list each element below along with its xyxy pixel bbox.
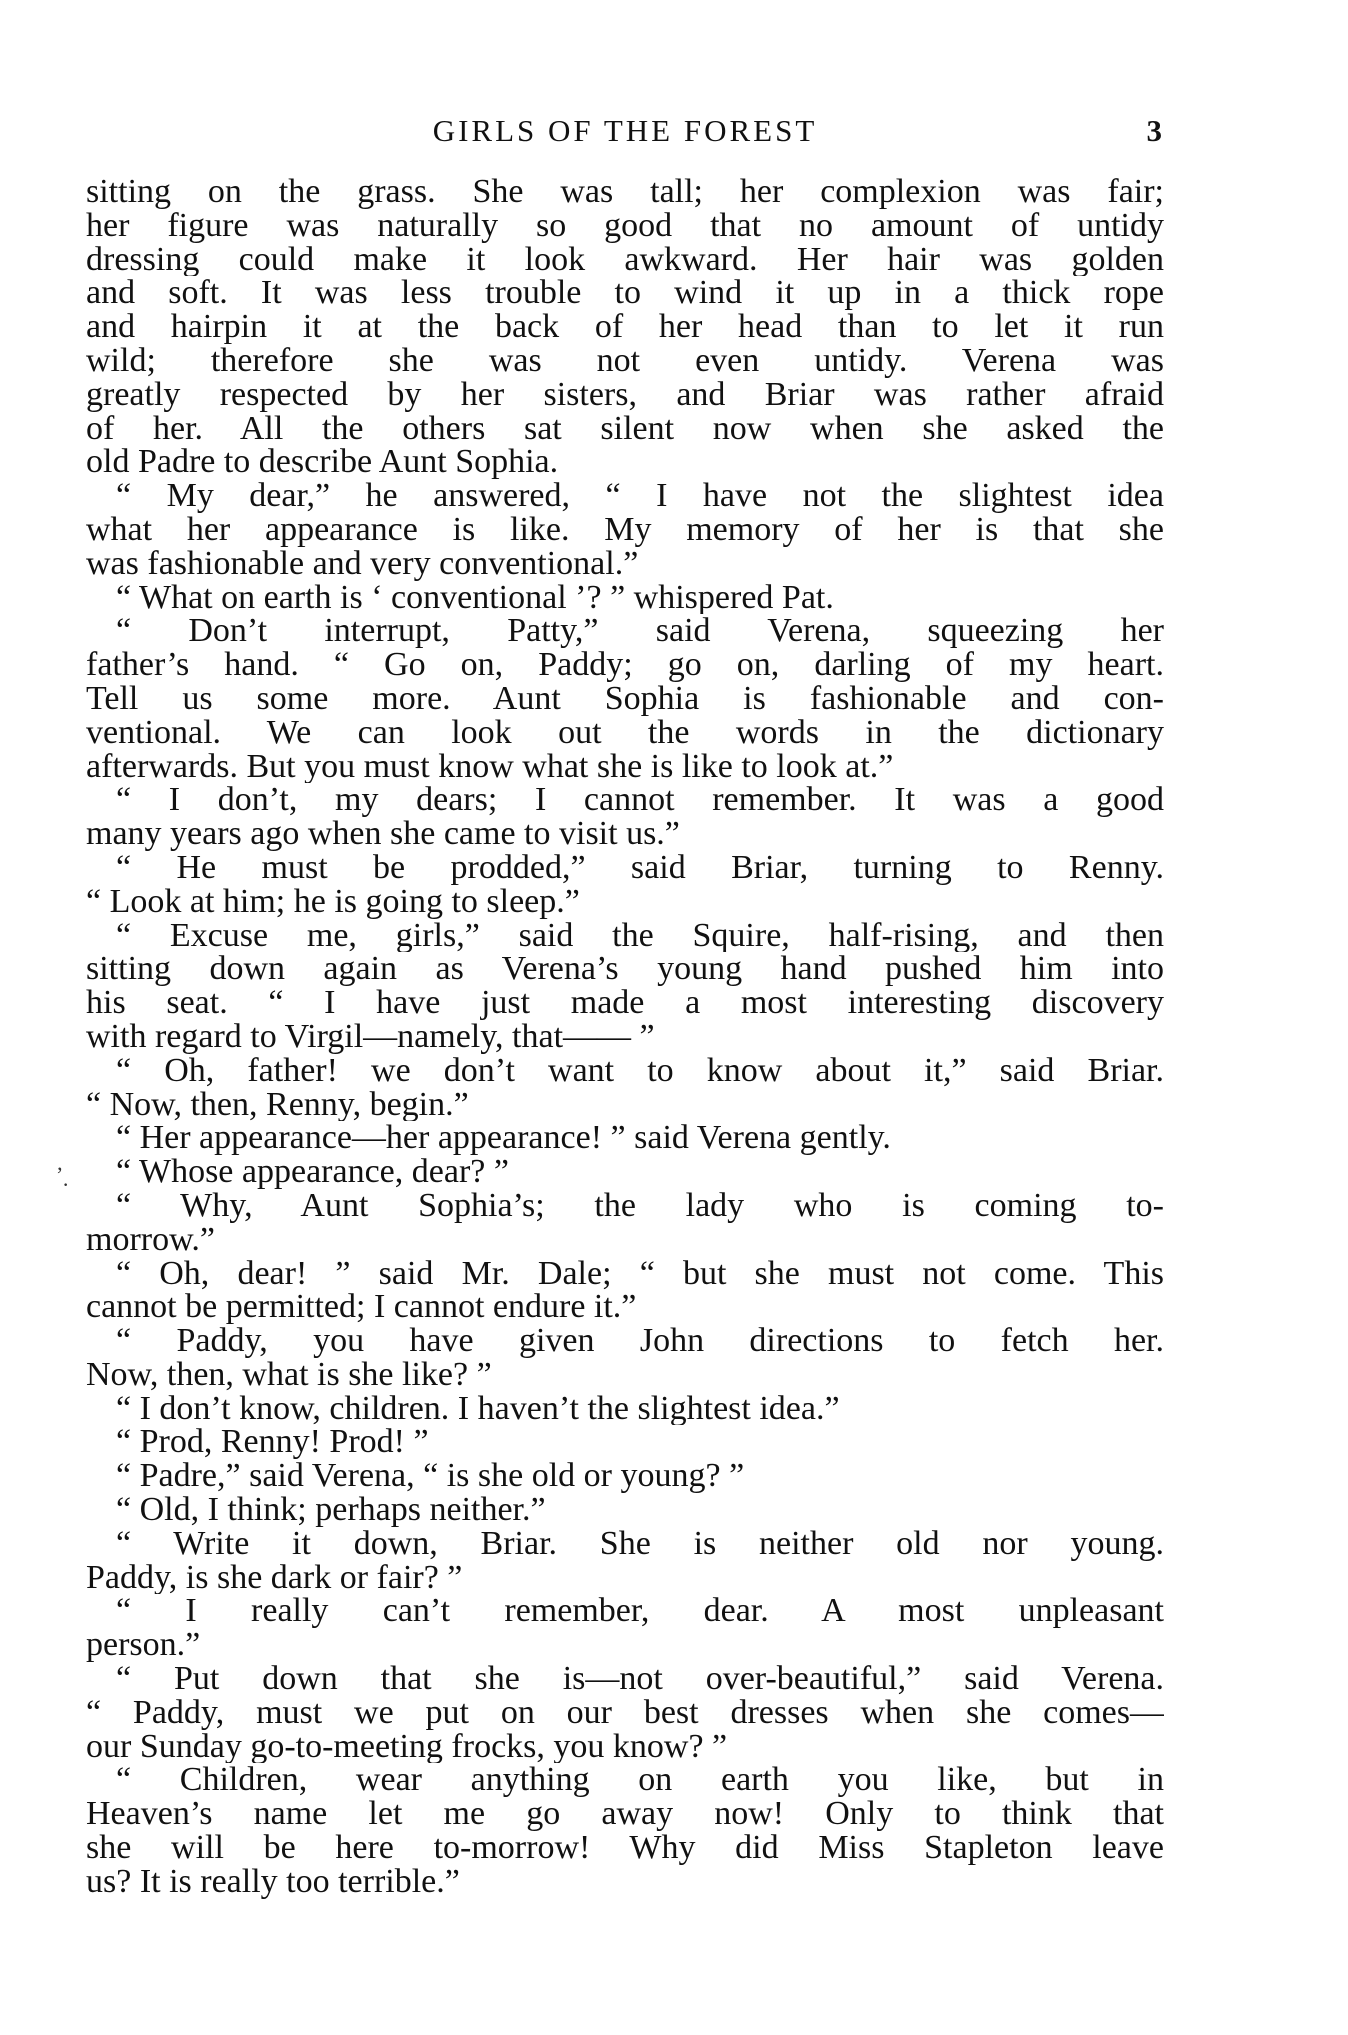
text-line: what her appearance is like. My memory of her is that she (86, 512, 1164, 547)
text-line: and hairpin it at the back of her head than to let it run (86, 310, 1164, 344)
text-line: “ Write it down, Briar. She is neither old nor young. (116, 1526, 1164, 1561)
text-line: “ My dear,” he answered, “ I have not the slightest idea (116, 479, 1164, 513)
running-head (86, 113, 1164, 157)
text-line: sitting down again as Verena’s young hand pushed him into (86, 952, 1164, 987)
text-line: old Padre to describe Aunt Sophia. (86, 445, 559, 480)
text-line: her figure was naturally so good that no amount of untidy (86, 208, 1164, 243)
text-line: and soft. It was less trouble to wind it up in a thick rope (86, 276, 1164, 311)
text-line: “ Why, Aunt Sophia’s; the lady who is coming to- (116, 1188, 1164, 1223)
text-line: our Sunday go-to-meeting frocks, you know? ” (86, 1729, 728, 1764)
text-line: “ Oh, father! we don’t want to know about it,” said Briar. (116, 1053, 1164, 1088)
text-line: she will be here to-morrow! Why did Miss Stapleton leave (86, 1831, 1164, 1865)
text-line: greatly respected by her sisters, and Briar was rather afraid (86, 377, 1164, 412)
text-line: many years ago when she came to visit us.” (86, 817, 680, 851)
text-line: “ Whose appearance, dear? ” (116, 1155, 509, 1189)
margin-mark: ‚ (56, 1150, 64, 1175)
text-line: “ I don’t know, children. I haven’t the slightest idea.” (116, 1391, 840, 1426)
text-line: father’s hand. “ Go on, Paddy; go on, darling of my heart. (86, 648, 1164, 682)
book-page (86, 113, 1164, 1899)
text-line: Tell us some more. Aunt Sophia is fashionable and con- (86, 681, 1164, 716)
text-line: “ Old, I think; perhaps neither.” (116, 1493, 546, 1527)
text-line: afterwards. But you must know what she is like to look at.” (86, 749, 894, 784)
text-line: “ Don’t interrupt, Patty,” said Verena, squeezing her (116, 614, 1164, 649)
text-line: us? It is really too terrible.” (86, 1864, 460, 1899)
text-line: Paddy, is she dark or fair? ” (86, 1560, 463, 1595)
text-line: cannot be permitted; I cannot endure it.” (86, 1290, 637, 1325)
text-line: “ Excuse me, girls,” said the Squire, half-rising, and then (116, 918, 1164, 953)
text-line: “ He must be prodded,” said Briar, turning to Renny. (116, 850, 1164, 885)
text-line: Heaven’s name let me go away now! Only to think that (86, 1797, 1164, 1832)
text-line: “ Children, wear anything on earth you like, but in (116, 1763, 1164, 1798)
text-line: “ I don’t, my dears; I cannot remember. It was a good (116, 783, 1164, 818)
text-line: his seat. “ I have just made a most interesting discovery (86, 986, 1164, 1020)
text-line: “ I really can’t remember, dear. A most unpleasant (116, 1594, 1164, 1629)
text-line: morrow.” (86, 1222, 216, 1257)
text-line: “ Her appearance—her appearance! ” said Verena gently. (116, 1121, 891, 1156)
text-line: sitting on the grass. She was tall; her complexion was fair; (86, 175, 1164, 209)
text-line: “ Padre,” said Verena, “ is she old or young? ” (116, 1459, 745, 1494)
margin-mark: · (62, 1172, 70, 1197)
text-line: was fashionable and very conventional.” (86, 546, 639, 581)
text-line: “ Now, then, Renny, begin.” (86, 1087, 469, 1122)
text-line: “ Paddy, you have given John directions to fetch her. (116, 1324, 1164, 1358)
text-line: Now, then, what is she like? ” (86, 1357, 492, 1392)
page-number: 3 (1146, 113, 1164, 148)
text-line: of her. All the others sat silent now when she asked the (86, 411, 1164, 446)
text-line: with regard to Virgil—namely, that—— ” (86, 1019, 655, 1054)
text-line: “ Oh, dear! ” said Mr. Dale; “ but she must not come. This (116, 1256, 1164, 1291)
text-line: dressing could make it look awkward. Her hair was golden (86, 242, 1164, 277)
text-line: “ Look at him; he is going to sleep.” (86, 884, 580, 919)
text-line: person.” (86, 1628, 201, 1663)
text-line: “ Put down that she is—not over-beautiful,” said Verena. (116, 1662, 1164, 1696)
text-line: ventional. We can look out the words in the dictionary (86, 715, 1164, 750)
text-line: wild; therefore she was not even untidy. Verena was (86, 343, 1164, 378)
running-title: GIRLS OF THE FOREST (432, 113, 818, 148)
text-line: “ Prod, Renny! Prod! ” (116, 1425, 429, 1460)
body-text (86, 175, 1164, 1899)
text-line: “ Paddy, must we put on our best dresses when she comes— (86, 1695, 1164, 1730)
text-line: “ What on earth is ‘ conventional ’? ” whispered Pat. (116, 580, 834, 615)
